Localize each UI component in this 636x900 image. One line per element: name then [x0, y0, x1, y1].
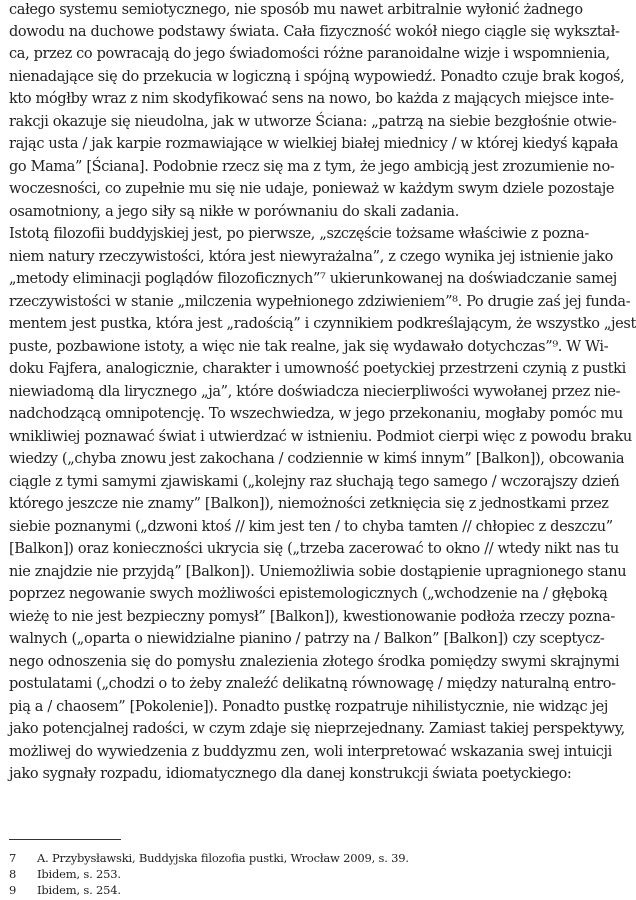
body-line: rając usta / jak karpie rozmawiające w wielkiej białej miednicy / w której kiedyś kąpała: [9, 136, 619, 152]
footnote-number: 8: [9, 867, 17, 881]
body-line: niem natury rzeczywistości, która jest niewyrażalna”, z czego wynika jej istnienie jako: [9, 249, 613, 265]
body-line: go Mama” [Ściana]. Podobnie rzecz się ma z tym, że jego ambicją jest zrozumienie no-: [9, 159, 615, 175]
footnote-text: A. Przybysławski, Buddyjska filozofia pustki, Wrocław 2009, s. 39.: [37, 851, 409, 865]
body-line: pią a / chaosem” [Pokolenie]). Ponadto pustkę rozpatruje nihilistycznie, nie widząc jej: [9, 699, 608, 715]
body-line: Istotą filozofii buddyjskiej jest, po pierwsze, „szczęście tożsame właściwie z pozna-: [9, 226, 589, 242]
body-line: wieżę to nie jest bezpieczny pomysł” [Balkon]), kwestionowanie podłoża rzeczy pozna-: [9, 609, 615, 625]
body-line: nadchodzącą omnipotencję. To wszechwiedza, w jego przekonaniu, mogłaby pomóc mu: [9, 406, 623, 422]
body-line: jako sygnały rozpadu, idiomatycznego dla danej konstrukcji świata poetyckiego:: [9, 766, 572, 782]
body-line: jako potencjalnej radości, w czym zdaje się nieprzejednany. Zamiast takiej perspektywy,: [9, 721, 625, 737]
footnote-text: Ibidem, s. 254.: [37, 883, 121, 897]
body-line: puste, pozbawione istoty, a więc nie tak realne, jak się wydawało dotychczas”⁹. W Wi-: [9, 339, 609, 355]
body-line: nego odnoszenia się do pomysłu znalezienia złotego środka pomiędzy swymi skrajnymi: [9, 654, 620, 670]
body-line: wiedzy („chyba znowu jest zakochana / codziennie w kimś innym” [Balkon]), obcowania: [9, 451, 625, 467]
footnote-number: 9: [9, 883, 17, 897]
body-line: [Balkon]) oraz konieczności ukrycia się („trzeba zacerować to okno // wtedy nikt nas tu: [9, 541, 619, 557]
body-line: „metody eliminacji poglądów filozoficznych”⁷ ukierunkowanej na doświadczanie samej: [9, 271, 617, 287]
body-line: rzeczywistości w stanie „milczenia wypełnionego zdziwieniem”⁸. Po drugie zaś jej funda-: [9, 294, 631, 310]
footnote-separator: [9, 839, 121, 840]
body-line: możliwej do wywiedzenia z buddyzmu zen, woli interpretować wskazania swej intuicji: [9, 744, 612, 760]
body-line: ca, przez co powracają do jego świadomości różne paranoidalne wizje i wspomnienia,: [9, 46, 610, 62]
body-line: nienadające się do przekucia w logiczną i spójną wypowiedź. Ponadto czuje brak kogoś,: [9, 69, 625, 85]
body-line: całego systemu semiotycznego, nie sposób mu nawet arbitralnie wyłonić żadnego: [9, 2, 583, 18]
body-line: poprzez negowanie swych możliwości epistemologicznych („wchodzenie na / głęboką: [9, 586, 608, 602]
footnote: [9, 882, 569, 898]
body-line: nie znajdzie nie przyjdą” [Balkon]). Uniemożliwia sobie dostąpienie upragnionego stanu: [9, 564, 627, 580]
body-line: osamotniony, a jego siły są nikłe w porównaniu do skali zadania.: [9, 204, 459, 220]
body-line: niewiadomą dla lirycznego „ja”, które doświadcza niecierpliwości wywołanej przez nie-: [9, 384, 621, 400]
body-line: wnikliwiej poznawać świat i utwierdzać w istnieniu. Podmiot cierpi więc z powodu braku: [9, 429, 632, 445]
body-line: mentem jest pustka, która jest „radością” i czynnikiem podkreślającym, że wszystko „jest: [9, 316, 636, 332]
body-line: kto mógłby wraz z nim skodyfikować sens na nowo, bo każda z mających miejsce inte-: [9, 91, 614, 107]
body-line: siebie poznanymi („dzwoni ktoś // kim jest ten / to chyba tamten // chłopiec z deszczu”: [9, 519, 613, 535]
body-line: którego jeszcze nie znamy” [Balkon]), niemożności zetknięcia się z jednostkami przez: [9, 496, 609, 512]
body-line: postulatami („chodzi o to żeby znaleźć delikatną równowagę / między naturalną entro-: [9, 676, 616, 692]
footnote: [9, 866, 569, 882]
footnote-text: Ibidem, s. 253.: [37, 867, 121, 881]
body-line: dowodu na duchowe podstawy świata. Cała fizyczność wokół niego ciągle się wykształ-: [9, 24, 620, 40]
body-line: rakcji okazuje się nieudolna, jak w utworze Ściana: „patrzą na siebie bezgłośnie otwie-: [9, 114, 617, 130]
body-line: ciągle z tymi samymi zjawiskami („kolejny raz słuchają tego samego / wczorajszy dzień: [9, 474, 620, 490]
footnote-number: 7: [9, 851, 17, 865]
body-line: walnych („oparta o niewidzialne pianino / patrzy na / Balkon” [Balkon]) czy sceptycz-: [9, 631, 605, 647]
body-line: woczesności, co zupełnie mu się nie udaje, ponieważ w każdym swym dziele pozostaje: [9, 181, 615, 197]
body-line: doku Fajfera, analogicznie, charakter i umowność poetyckiej przestrzeni czynią z pustki: [9, 361, 626, 377]
footnote: [9, 850, 569, 866]
